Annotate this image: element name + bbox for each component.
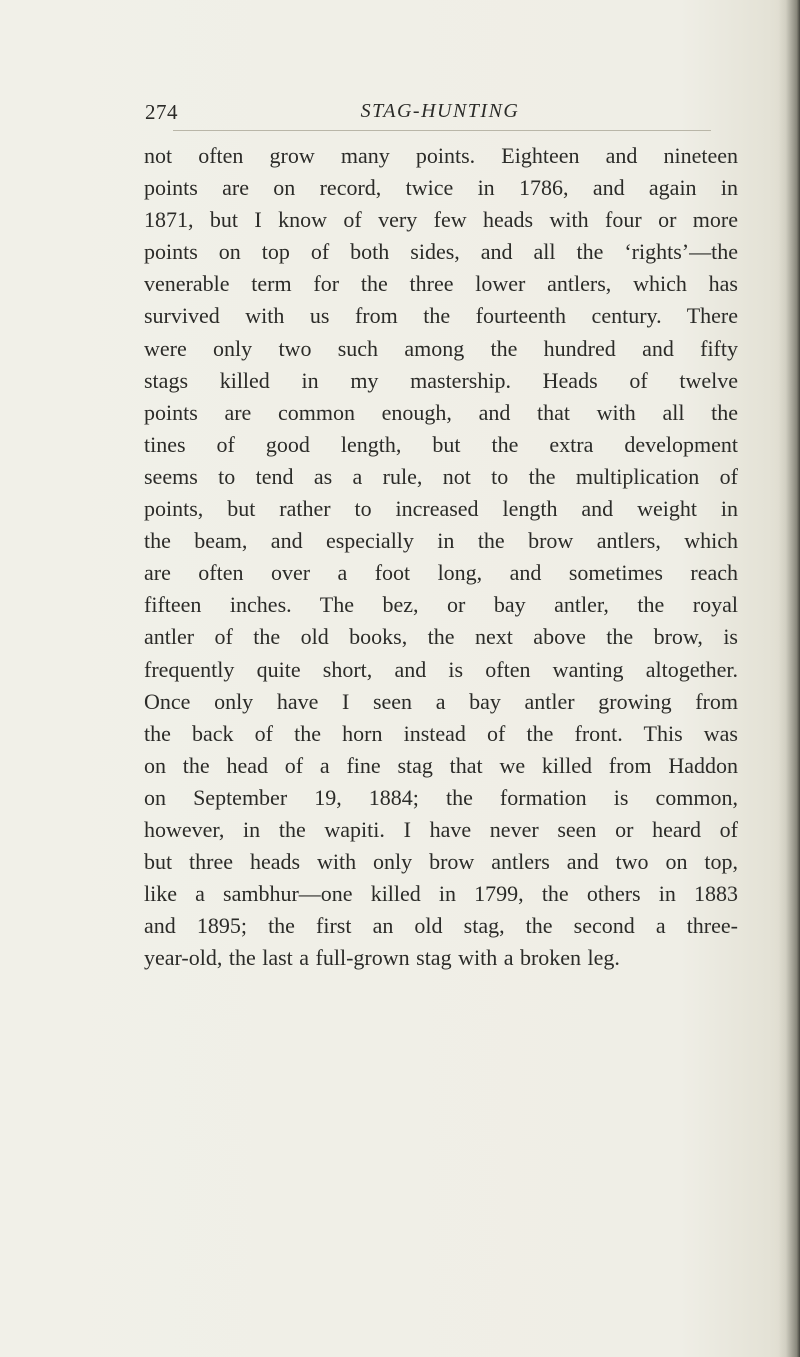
page-number: 274 <box>145 100 178 124</box>
running-title: STAG-HUNTING <box>360 100 520 122</box>
text-line: on September 19, 1884; the formation is common, <box>144 784 738 810</box>
text-line: survived with us from the fourteenth century. There <box>144 303 738 329</box>
text-line: however, in the wapiti. I have never seen or heard of <box>144 816 738 842</box>
text-line: on the head of a fine stag that we killed from Haddon <box>144 752 738 778</box>
body-text <box>144 140 738 974</box>
text-line: points, but rather to increased length and weight in <box>144 496 738 522</box>
text-line: the back of the horn instead of the front. This was <box>144 720 738 746</box>
text-line: points are on record, twice in 1786, and again in <box>144 175 738 201</box>
text-line: were only two such among the hundred and fifty <box>144 335 738 361</box>
text-line: year-old, the last a full-grown stag with a broken leg. <box>144 945 620 971</box>
text-line: points are common enough, and that with all the <box>144 399 738 425</box>
text-line: points on top of both sides, and all the ‘rights’—the <box>144 239 738 265</box>
header-rule <box>173 130 711 131</box>
text-line: fifteen inches. The bez, or bay antler, the royal <box>144 592 738 618</box>
text-line: 1871, but I know of very few heads with four or more <box>144 207 738 233</box>
text-line: antler of the old books, the next above the brow, is <box>144 624 738 650</box>
text-line: but three heads with only brow antlers and two on top, <box>144 849 738 875</box>
text-line: seems to tend as a rule, not to the multiplication of <box>144 463 738 489</box>
text-line: the beam, and especially in the brow antlers, which <box>144 528 738 554</box>
text-line: not often grow many points. Eighteen and nineteen <box>144 143 738 168</box>
text-line: are often over a foot long, and sometimes reach <box>144 560 738 586</box>
page-edge-shadow <box>778 0 800 1357</box>
text-line: Once only have I seen a bay antler growing from <box>144 688 738 714</box>
text-line: frequently quite short, and is often wanting altogether. <box>144 656 738 682</box>
text-line: and 1895; the first an old stag, the second a three- <box>144 913 738 939</box>
text-line: venerable term for the three lower antlers, which has <box>144 271 738 297</box>
text-line: stags killed in my mastership. Heads of twelve <box>144 367 738 393</box>
page-header <box>145 100 735 136</box>
text-line: tines of good length, but the extra development <box>144 431 738 457</box>
text-line: like a sambhur—one killed in 1799, the others in 1883 <box>144 881 738 907</box>
